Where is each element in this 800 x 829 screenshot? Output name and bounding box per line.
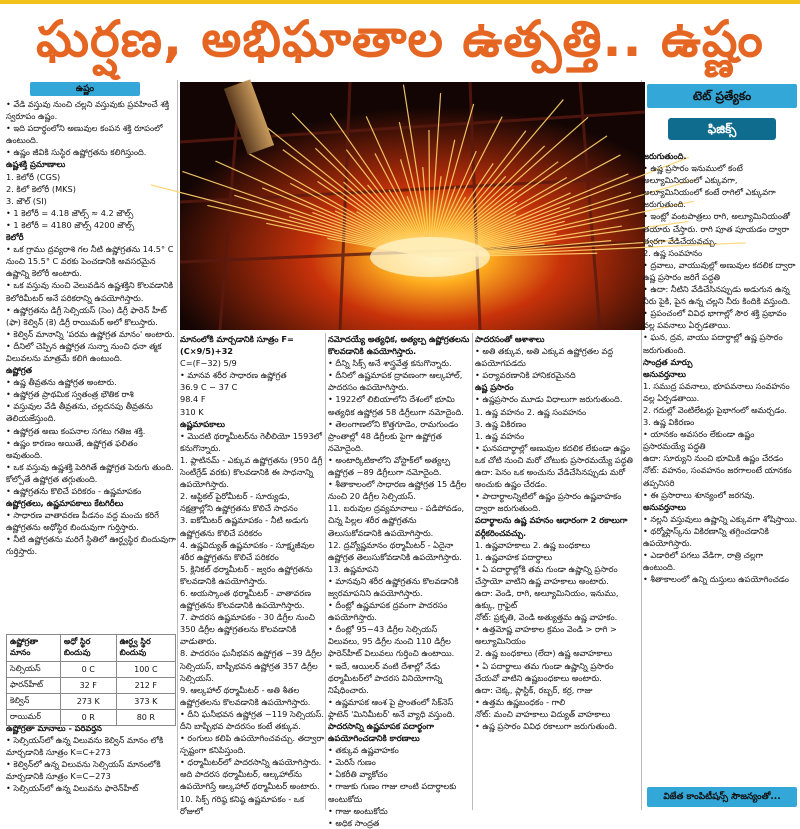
text-line: • థర్మోఫ్లాస్క్‌ను వికిరణాన్ని తగ్గించడానికి ఉపయోగిస్తారు. [643,525,769,548]
text-line: • మెరిసే గుణం [328,757,376,768]
text-line: అనువర్తనాలు [643,501,686,512]
text-line: ఉదా: సూర్యుని నుంచి భూమికి ఉష్ణం చేరడం [643,453,784,464]
text-line: C=(F−32) 5/9 [180,358,237,369]
text-line: • ఇది పదార్థంలోని అణువుల కంపన శక్తి రూపంలో ఉంటుంది. [6,123,163,146]
section-heading-heat: ఉష్ణం [30,82,140,96]
text-line: • గాజుకు గుణం గాజు లాంటి పదార్థాలకు అంటుకోదు [328,781,457,804]
text-line: • దీంట్లో 95−43 డిగ్రీల సెల్సియస్ విలువలు, 95 డిగ్రీల నుంచి 110 డిగ్రీల ఫారెన్‌హీట్ విలువలు గుర్తించి ఉంటాయి. [328,624,455,659]
text-line: • తెలంగాణలోని కొత్తగూడెం, రామగుండం ప్రాంతాల్లో 48 డిగ్రీలకు పైగా ఉష్ణోగ్రత నమోదైంది. [328,418,459,453]
text-line: • 1922లో లిబియాలోని దేశంలో భూమి అత్యధిక ఉష్ణోగ్రత 58 డిగ్రీలుగా నమోదైంది. [328,394,464,417]
text-line: • శీతాకాలంలో సాధారణ ఉష్ణోగ్రత 15 డిగ్రీల నుంచి 20 డిగ్రీల సెల్సియస్. [328,479,467,502]
text-line: ఉష్ణోగ్రతా మానాలు - పరివర్తన [6,723,102,733]
column-3 [328,333,471,828]
text-line: 1. ఉష్ణ వహనం 2. ఉష్ణ సంవహనం [475,406,587,417]
column-2 [180,333,324,816]
text-line: పాదరసాన్ని ఉష్ణమాపక పదార్థంగా ఉపయోగించడానికి కారణాలు [328,721,434,744]
text-line: 1. ఉష్ణవాహక పదార్థాలు [475,551,553,562]
text-line: 36.9 C − 37 C [180,382,238,393]
text-line: • వస్తువుల వేడి తీవ్రతను, చల్లదనపు తీవ్రతను తెలియజేస్తుంది. [6,401,153,424]
text-line: • ఏ పదార్థాలు తమ గుండా ఉష్ణాన్ని ప్రసారం చేయవో వాటిని ఉష్ణబంధకాలు అంటారు. [475,660,614,683]
table-cell: ఫారన్‌హీట్ [7,678,61,694]
text-line: • 1 కెలోరీ = 4180 జౌల్స్ 4200 జౌల్స్ [6,219,135,230]
text-line: • తక్కువ ఉష్ణవాహకం [328,745,399,756]
text-line: • కెల్విన్ మానాన్ని 'పరమ ఉష్ణోగ్రత మానం' అంటారు. [6,328,175,339]
text-line: • ఉష్ణోగ్రతను డిగ్రీ సెల్సియస్ (సెం) డిగ్రీ ఫారెన్ హీట్ (ఫా) కెల్విన్ (కె) డిగ్రీ రాయిమర్ అలో కొలుస్తారు. [6,304,167,327]
text-line: • సాధారణ వాతావరణ పీడనం వద్ద మంచు కరిగే ఉష్ణోగ్రతను అధోస్థిర బిందువుగా గుర్తిస్తారు. [6,510,159,533]
text-line: • సెల్సియస్‌లో ఉన్న విలువను ఫారెన్‌హీట్ [6,783,139,794]
text-line: నోట్: మంచి వాహకాలు విద్యుత్ వాహకాలు [475,708,611,719]
text-line: • ఉత్తమోష్ణ వాహకాల క్రమం వెండి > రాగి > అల్యూమినియం [475,624,617,647]
text-line: • ఇదే, ఆయిలర్ వంటి దేశాల్లో నేడు థర్మామీటర్‌లో పాదరస వినియోగాన్ని నిషేధించారు. [328,660,443,695]
text-line: పదార్థాలను ఉష్ణ వహనం ఆధారంగా 2 రకాలుగా వర్గీకరించవచ్చు. [475,515,628,538]
column-divider [177,80,178,810]
text-line: • ఈ ప్రసారాలు శూన్యంలో జరగవు. [643,489,755,500]
text-line: పాదరసంతో ఆశాశాలు [475,334,545,344]
table-cell: 273 K [60,694,116,710]
text-line: 9. ఆల్కహాల్ థర్మామీటర్ - అతి శీతల ఉష్ణోగ్రతలను కొలవడానికి ఉపయోగిస్తారు. [180,684,311,707]
text-line: కెలోరీ [6,232,24,243]
text-line: 10. సిక్స్ గరిష్ఠ కనిష్ఠ ఉష్ణమాపకం - ఒక రోజులో [180,793,305,816]
text-line: 2. కిలో కెలోరీ (MKS) [6,183,76,194]
text-line: • మానవ శరీర సాధారణ ఉష్ణోగ్రత [180,370,287,381]
text-line: 1. సముద్ర పవనాలు, భూపవనాలు సంవహనం వల్ల ఏర్పడతాయి. [643,380,790,403]
text-line: సాంద్రత మార్పు [643,356,693,367]
table-header-cell: ఉష్ణోగ్రతా మానం [7,635,61,662]
text-line: 3. ఉష్ణ వికిరణం [643,417,695,428]
text-line: 2. ఉష్ణ బంధకాలు (లేదా) ఉష్ణ అవాహకాలు [475,648,613,659]
text-line: • 1 కెలోరీ = 4.18 జౌల్స్ ≈ 4.2 జౌల్స్ [6,207,134,218]
text-line: • నల్లని వస్తువులు ఉష్ణాన్ని ఎక్కువగా శోషిస్తాయి. [643,513,798,524]
text-line: • మానవుని శరీర ఉష్ణోగ్రతను కొలవడానికి జ్వరమాపనిని ఉపయోగిస్తారు. [328,575,459,598]
text-line: జరుగుతుంది. [643,151,687,161]
text-line: • ఉష్ణం కారణం అయితే, ఉష్ణోగ్రత ఫలితం అవుతుంది. [6,437,138,460]
text-line: • దీంట్లో ఉష్ణమాపక ద్రవంగా పాదరసం ఉపయోగిస్తారు. [328,600,448,623]
text-line: 3. ఉష్ణ వికిరణం [475,418,527,429]
text-line: • ఉష్ణ తీవ్రతను ఉష్ణోగ్రత అంటారు. [6,377,117,388]
table-cell: 0 C [60,662,116,678]
table-cell: 212 F [116,678,175,694]
text-line: 310 K [180,406,204,417]
text-line: ఉదా: చెక్క, ప్లాస్టిక్, రబ్బర్, కర్ర, గాజు [475,684,593,695]
text-line: • ఉదా: నీటిని వేడిచేసినప్పుడు అడుగున ఉన్న నీరు పైకి, పైన ఉన్న చల్లని నీరు కిందికి వస్తుంది. [643,284,791,307]
text-line: • సెల్సియస్‌లో ఉన్న విలువను కెల్విన్ మానం లోకి మార్చడానికి సూత్రం K=C+273 [6,735,164,758]
text-line: • పాదార్థాలన్నిటిలో ఉష్ణం ప్రసారం ఉష్ణవాహకం ద్వారా జరుగుతుంది. [475,491,622,514]
page-title: ఘర్షణ, అభిఘాతాల ఉత్పత్తి.. ఉష్ణం [36,10,764,68]
text-line: • నీటి ఉష్ణోగ్రతను మరిగే స్థితిలో ఊర్ధ్వస్థిర బిందువుగా గుర్తిస్తారు. [6,534,176,557]
text-line: • గాజు అంటుకోదు [328,805,388,816]
text-line: 8. పాదరసం ఘనీభవన ఉష్ణోగ్రత −39 డిగ్రీల సెల్సియస్, బాష్పీభవన ఉష్ణోగ్రత 357 డిగ్రీల సెల్సియస్. [180,648,322,683]
text-line: • దీనిలో ఉష్ణమాపక ద్రావణంగా ఆల్కహాల్, పాదరసం ఉపయోగిస్తారు. [328,370,463,393]
text-line: 1. ఉష్ణ వహనం [475,430,525,441]
text-line: • ఉత్తమ ఉష్ణబంధకం - గాలి [475,696,566,707]
text-line: • వేడి వస్తువు నుంచి చల్లని వస్తువుకు ప్రవహించే శక్తి స్వరూపం ఉష్ణం. [6,99,170,122]
text-line: • ద్రవాలు, వాయువుల్లో అణువుల కదలిక ద్వారా ఉష్ణ ప్రసారం జరిగే పద్ధతి [643,259,796,282]
text-line: 13. ఉష్ణమాపని [328,563,379,574]
table-cell: సెల్సియస్ [7,662,61,678]
text-line: • అంటార్కిటికాలోని వోస్టాక్‌లో అత్యల్ప ఉష్ణోగ్రత −89 డిగ్రీలుగా నమోదైంది. [328,454,451,478]
text-line: • ఉష్ణం జీవికి సుస్థిర ఉష్ణోగ్రతను కలిగిస్తుంది. [6,147,147,158]
text-line: • ఏకరీతి వ్యాకోచం [328,769,388,780]
text-line: • ఉష్ణమాపక ఆంశ పై ప్రాంతంలో సిక్‌నెస్ ఫ్లాటెన్ 'మినిమీటర్' అనే వ్యాధి వస్తుంది. [328,696,456,719]
text-line: • దీని ఘనీభవన ఉష్ణోగ్రత −119 సెల్సియస్. దీని బాష్పీభవ పాదరసం కంటే తక్కువ. [180,708,324,731]
text-line: 2. గదుల్లో వెంటిలేటర్లు పైభాగంలో అమర్చడం. [643,404,788,415]
temperature-scale-table [6,634,176,726]
text-line: నమోదయ్యే అత్యధిక, అత్యల్ప ఉష్ణోగ్రతలను కొలవడానికి ఉపయోగిస్తారు. [328,334,470,357]
text-line: • అతి తక్కువ, అతి ఎక్కువ ఉష్ణోగ్రతల వద్ద ఉపయోగపడదు [475,346,614,369]
text-line: 6. అయస్కాంత థర్మామీటర్ - వాతావరణ ఉష్ణోగ్రతను కొలవడానికి ఉపయోగిస్తారు. [180,587,312,611]
table-cell: 0 R [60,710,116,726]
text-line: 2. ఆప్టికల్ పైరోమీటర్ - సూర్యుడు, నక్షత్రాల్లోని ఉష్ణోగ్రతను కొలిచే సాధనం [180,491,298,514]
table-cell: 80 R [116,710,175,726]
table-cell: 32 F [60,678,116,694]
column-5 [643,150,798,690]
text-line: ఉష్ణోగ్రత [6,365,33,376]
text-line: 3. జౌల్ (SI) [6,195,47,206]
text-line: • ఉష్ణోగ్రత అణు కంపనాల సగటు గతిజ శక్తి. [6,425,146,436]
text-line: 1. ఉష్ణవాహకాలు 2. ఉష్ణ బంధకాలు [475,539,591,550]
table-row [7,662,176,678]
text-line: ఉష్ణశక్తి ప్రమాణాలు [6,159,66,170]
table-row [7,678,176,694]
text-line: • ఉష్ణోగ్రతను కొలిచే పరికరం - ఉష్ణమాపకం [6,486,142,496]
column-divider [472,333,473,810]
text-line: • రంగులు కలిపి ఉపయోగించవచ్చు. తద్వారా స్పష్టంగా కనిపిస్తుంది. [180,733,324,756]
credit-footer: విజేత కాంపిటీషన్స్ సౌజన్యంతో... [647,787,797,807]
text-line: మానంలోకి మార్చడానికి సూత్రం F=(C×9/5)+32 [180,334,294,357]
text-line: ఉష్ణమాపకాలు [180,418,225,429]
table-header-cell: అధో స్థిర బిందువు [60,635,116,662]
text-line: నోట్: వహనం, సంవహనం జరగాలంటే యానకం తప్పనిసరి [643,465,792,488]
column-divider [325,333,326,810]
text-line: • ఉష్ణోగ్రత ప్రాథమిక స్వతంత్ర భౌతిక రాశి [6,389,134,400]
text-line: • కెల్విన్‌లో ఉన్న విలువను సెల్సియస్ మానంలోకి మార్చడానికి సూత్రం K=C−273 [6,759,161,782]
table-cell: రాయిమర్ [7,710,61,726]
text-line: • పర్యావరణానికి హానికరమైనది [475,370,576,381]
text-line: ఉదా: వెండి, రాగి, అల్యూమినియం, ఇనుము, ఉక్కు, గ్రాఫైట్ [475,587,619,611]
text-line: ఉష్ణ ప్రసారం [475,382,514,393]
text-line: 4. ఉష్ణవిద్యుత్ ఉష్ణమాపకం - సూక్ష్మజీవుల శరీర ఉష్ణోగ్రతను కొలిచే పరికరం [180,539,315,562]
text-line: • యానకం అవసరం లేకుండా ఉష్ణం ప్రసారమయ్యే పద్ధతి [643,429,755,452]
text-line: • ఇంట్లో వంటపాత్రలు రాగి, అల్యూమినియంతో తయారు చేస్తారు. రాగి పూత పూయడం ద్వారా త్వరగా వేడిచేయవచ్చు. [643,211,790,246]
text-line: • ఘనపదార్థాల్లో అణువుల కదలిక లేకుండా ఉష్ణం ఒక చోటి నుంచి మరో చోటుకు ప్రసారమయ్యే పద్ధతి [475,442,633,465]
text-line: • ఉష్ణ ప్రసారం వివిధ రకాలుగా జరుగుతుంది. [475,721,618,731]
text-line: 98.4 F [180,394,206,405]
text-line: • ఏ పదార్థాల్లోకి తమ గుండా ఉష్ణాన్ని ప్రసారం చేస్తాయో వాటిని ఉష్ణ వాహకాలు అంటారు. [475,563,618,586]
column-1-bottom [6,722,176,812]
text-line: 12. ద్రవ్యోష్ణమానం థర్మామీటర్ - ఏదైనా ఉష్ణోగ్రత తెలుసుకోవడానికి ఉపయోగిస్తారు. [328,539,462,562]
text-line: 3. ఐకోమీటర్ ఉష్ణమాపకం - నీటి అడుగు ఉష్ణోగ్రతను కొలిచే పరికరం [180,515,309,538]
text-line: • ఒక వస్తువు నుంచి వెలువడిన ఉష్ణశక్తిని కొలవడానికి కెలోరిమీటర్ అనే పరికరాన్ని ఉపయోగిస్తారు. [6,280,174,303]
text-line: • దీన్ని సిక్స్ అనే శాస్త్రవేత్త కనుగొన్నారు. [328,358,452,369]
text-line: • ఉష్ణ ప్రసారం ఇనుములో కంటే అల్యూమినియంలో ఎక్కువగా, అల్యూమినియంలో కంటే రాగిలో ఎక్కువగా జరుగుతుంది. [643,163,776,210]
tet-special-badge: టెట్ ప్రత్యేకం [647,84,797,108]
text-line: • ఒక వస్తువు ఉష్ణశక్తి పెరిగితే ఉష్ణోగ్రత పెరుగు తుంది. కోల్పోతే ఉష్ణోగ్రత తగ్గుతుంది. [6,461,174,484]
grinding-sparks-image [180,82,645,330]
text-line: 5. క్లినికల్ థర్మామీటర్ - జ్వరం ఉష్ణోగ్రతను కొలవడానికి ఉపయోగిస్తారు. [180,563,313,586]
text-line: ఉష్ణోగ్రతలు, ఉష్ణమాపకాలు కేటగిరీలు [6,498,124,509]
text-line: • ధర్మామీటర్‌లో పాదరసాన్ని ఉపయోగిస్తారు. అది పాదరస థర్మామీటర్, ఆల్కహాల్‌ను ఉపయోగిస్తే ఆల్కహాల్ థర్మామీటర్ అంటారు. [180,757,322,792]
text-line: ఉదా: పెనం ఒక అంచును వేడిచేసినప్పుడు మరో అంచుకు ఉష్ణం చేరడం. [475,467,626,490]
text-line: • ఘన, ద్రవ, వాయు పదార్థాల్లో ఉష్ణ ప్రసారం జరుగుతుంది. [643,332,783,355]
table-cell: 373 K [116,694,175,710]
table-cell: కెల్విన్ [7,694,61,710]
text-line: 1. ప్లాటినమ్ - ఎక్కువ ఉష్ణోగ్రతను (950 డిగ్రీ సెంటీగ్రేడ్ వరకు) కొలవడానికి ఈ సాధనాన్ని ఉపయోగిస్తారు. [180,454,323,490]
physics-badge: ఫిజిక్స్ [668,118,776,140]
text-line: అనువర్తనాలు [643,368,686,379]
text-line: • ఎడారిలో పగలు వేడిగా, రాత్రి చల్లగా ఉంటుంది. [643,550,764,573]
text-line: • మొదటి థర్మామీటర్‌ను గెలీలియో 1593లో కనుగొన్నారు. [180,430,322,453]
text-line: • అధిక సాంద్రత [328,817,380,828]
text-line: 1. కెలోరీ (CGS) [6,171,61,182]
text-line: • శీతాకాలంలో ఉన్ని దుస్తులు ఉపయోగించడం [643,574,789,585]
text-line: • ఉష్ణప్రసారం మూడు విధాలుగా జరుగుతుంది. [475,394,623,405]
text-line: 11. బరువుల ద్రవ్యమానాలు - పడిపోవడం, చిన్న పిల్లల శరీర ఉష్ణోగ్రతను తెలుసుకోవడానికి ఉపయోగిస్తారు. [328,503,465,538]
text-line: నోట్: ప్రకృతి, వెండి అత్యుత్తమ ఉష్ణ వాహకం. [475,612,618,623]
text-line: • ప్రపంచంలో వివిధ భాగాల్లో సౌర శక్తి ప్రభావం వల్ల పవనాలు ఏర్పడతాయి. [643,308,787,331]
text-line: 7. పాదరస ఉష్ణమాపకం - 30 డిగ్రీల నుంచి 350 డిగ్రీల ఉష్ణోగ్రతలను కొలవడానికి వాడుతారు. [180,612,315,647]
table-cell: 100 C [116,662,175,678]
text-line: • ఒక గ్రాము ద్రవ్యరాశి గల నీటి ఉష్ణోగ్రతను 14.5° C నుంచి 15.5° C వరకు పెంచడానికి అవసరమైన ఉష్ణాన్ని కెలోరీ అంటారు. [6,244,174,279]
text-line: • దీనిలో చెప్పిన ఉష్ణోగ్రత సున్నా నుంచి ధనా త్మక విలువలను మాత్రమే కలిగి ఉంటుంది. [6,340,162,363]
column-4 [475,333,640,809]
table-header-cell: ఊర్ధ్వ స్థిర బిందువు [116,635,175,662]
column-1 [6,98,176,630]
table-row [7,694,176,710]
sparks-photo [180,82,645,330]
text-line: 2. ఉష్ణ సంవహనం [643,247,703,258]
